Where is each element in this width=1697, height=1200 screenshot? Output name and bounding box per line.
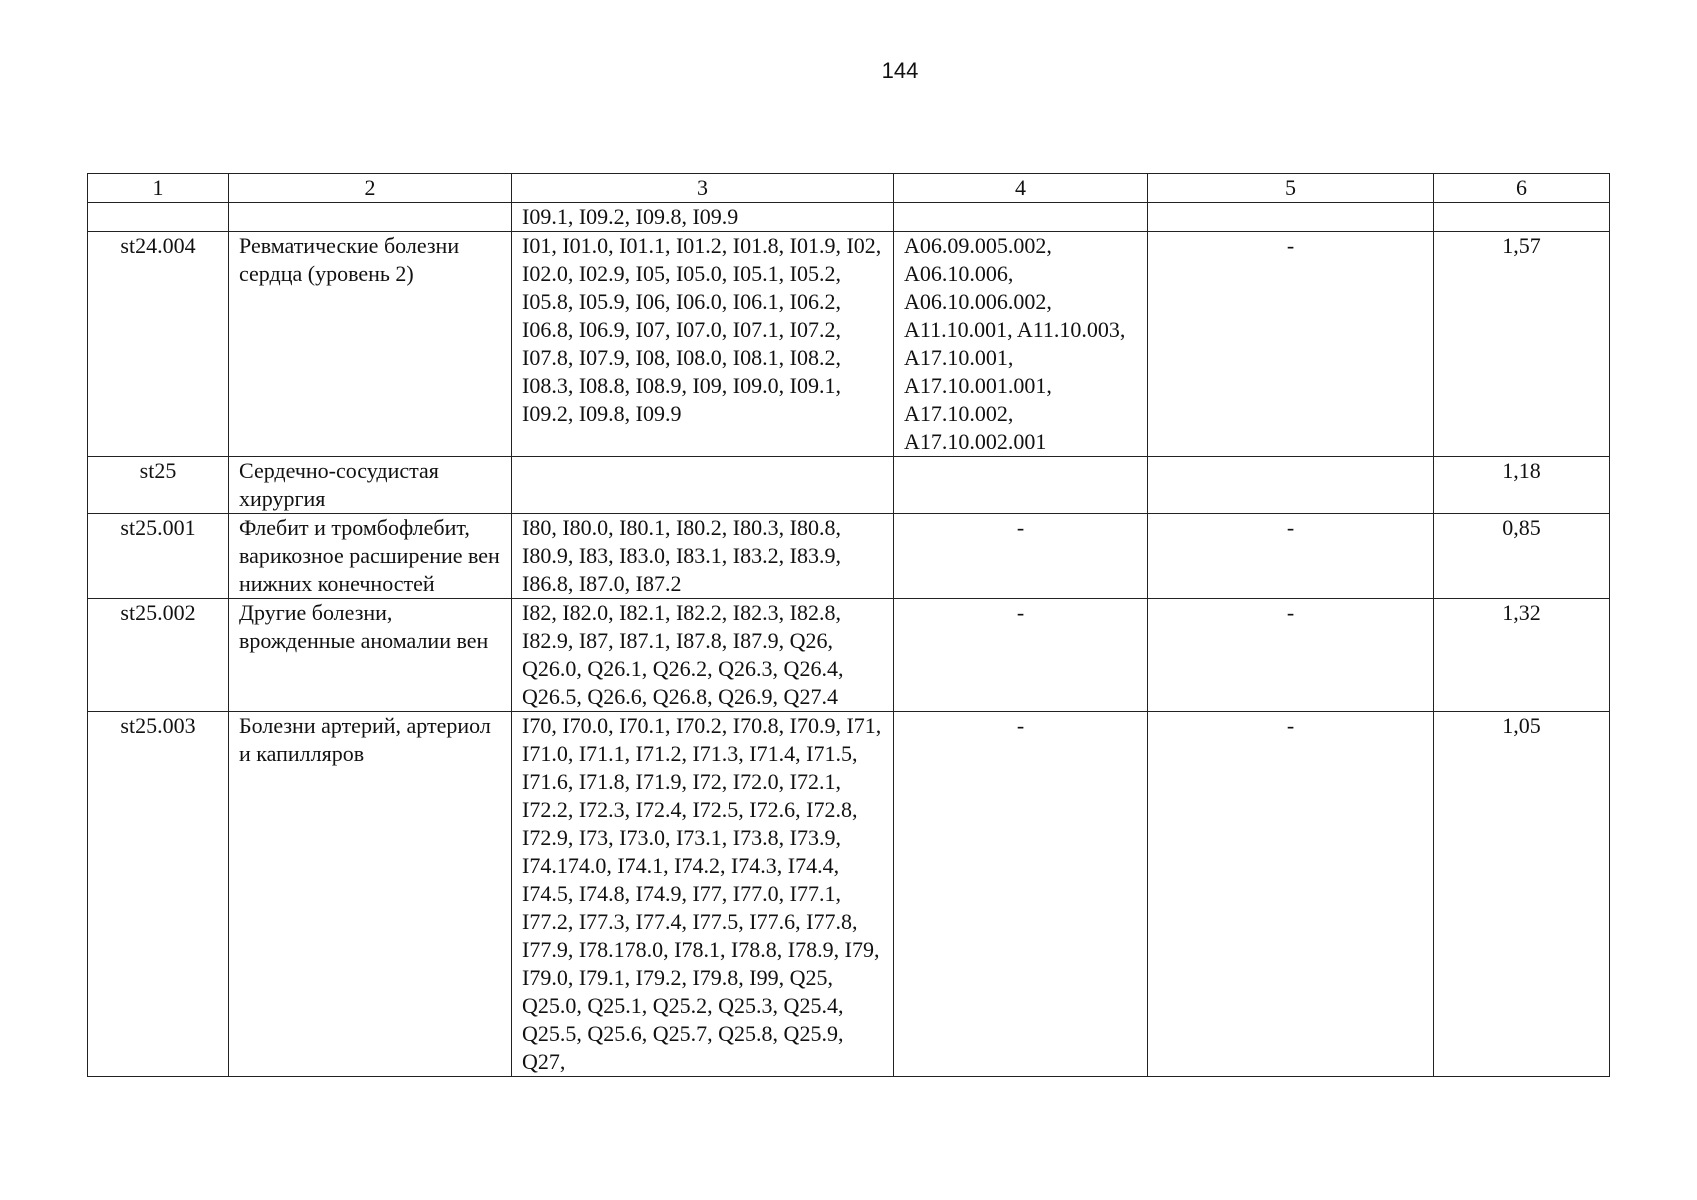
row-diagnoses: I09.1, I09.2, I09.8, I09.9 bbox=[512, 203, 894, 232]
row-other: - bbox=[1148, 232, 1434, 457]
row-services: - bbox=[894, 712, 1148, 1077]
row-code: st25 bbox=[88, 457, 229, 514]
row-coefficient: 1,32 bbox=[1434, 599, 1610, 712]
row-diagnoses: I70, I70.0, I70.1, I70.2, I70.8, I70.9, I71, I71.0, I71.1, I71.2, I71.3, I71.4, I71.5, I71.6, I71.8, I71.9, I72, I72.0, I72.1, I72.2, I72.3, I72.4, I72.5, I72.6, I72.8, I72.9, I73, I73.0, I73.1, I73.8, I73.9, I74.174.0, I74.1, I74.2, I74.3, I74.4, I74.5, I74.8, I74.9, I77, I77.0, I77.1, I77.2, I77.3, I77.4, I77.5, I77.6, I77.8, I77.9, I78.178.0, I78.1, I78.8, I78.9, I79, I79.0, I79.1, I79.2, I79.8, I99, Q25, Q25.0, Q25.1, Q25.2, Q25.3, Q25.4, Q25.5, Q25.6, Q25.7, Q25.8, Q25.9, Q27, bbox=[512, 712, 894, 1077]
row-coefficient: 1,05 bbox=[1434, 712, 1610, 1077]
page-number: 144 bbox=[881, 58, 919, 83]
table-row bbox=[88, 712, 1610, 1077]
column-header-6: 6 bbox=[1434, 174, 1610, 203]
row-coefficient bbox=[1434, 203, 1610, 232]
row-diagnoses bbox=[512, 457, 894, 514]
row-services: - bbox=[894, 514, 1148, 599]
row-services bbox=[894, 457, 1148, 514]
column-header-1: 1 bbox=[88, 174, 229, 203]
row-name bbox=[229, 203, 512, 232]
row-diagnoses: I01, I01.0, I01.1, I01.2, I01.8, I01.9, I02, I02.0, I02.9, I05, I05.0, I05.1, I05.2, I05.8, I05.9, I06, I06.0, I06.1, I06.2, I06.8, I06.9, I07, I07.0, I07.1, I07.2, I07.8, I07.9, I08, I08.0, I08.1, I08.2, I08.3, I08.8, I08.9, I09, I09.0, I09.1, I09.2, I09.8, I09.9 bbox=[512, 232, 894, 457]
table-header-row bbox=[88, 174, 1610, 203]
row-diagnoses: I82, I82.0, I82.1, I82.2, I82.3, I82.8, I82.9, I87, I87.1, I87.8, I87.9, Q26, Q26.0, Q26.1, Q26.2, Q26.3, Q26.4, Q26.5, Q26.6, Q26.8, Q26.9, Q27.4 bbox=[512, 599, 894, 712]
row-other bbox=[1148, 457, 1434, 514]
row-code: st25.003 bbox=[88, 712, 229, 1077]
row-services bbox=[894, 203, 1148, 232]
row-coefficient: 1,57 bbox=[1434, 232, 1610, 457]
column-header-3: 3 bbox=[512, 174, 894, 203]
row-code: st25.002 bbox=[88, 599, 229, 712]
row-name: Сердечно-сосудистая хирургия bbox=[229, 457, 512, 514]
row-name: Ревматические болезни сердца (уровень 2) bbox=[229, 232, 512, 457]
table-row bbox=[88, 514, 1610, 599]
table-row bbox=[88, 457, 1610, 514]
row-code bbox=[88, 203, 229, 232]
row-services: - bbox=[894, 599, 1148, 712]
row-coefficient: 0,85 bbox=[1434, 514, 1610, 599]
table-row bbox=[88, 203, 1610, 232]
row-diagnoses: I80, I80.0, I80.1, I80.2, I80.3, I80.8, I80.9, I83, I83.0, I83.1, I83.2, I83.9, I86.8, I87.0, I87.2 bbox=[512, 514, 894, 599]
row-coefficient: 1,18 bbox=[1434, 457, 1610, 514]
row-other: - bbox=[1148, 599, 1434, 712]
row-other: - bbox=[1148, 712, 1434, 1077]
column-header-2: 2 bbox=[229, 174, 512, 203]
row-code: st25.001 bbox=[88, 514, 229, 599]
tariff-table bbox=[87, 173, 1610, 1077]
row-name: Флебит и тромбофлебит, варикозное расширение вен нижних конечностей bbox=[229, 514, 512, 599]
table-row bbox=[88, 232, 1610, 457]
column-header-5: 5 bbox=[1148, 174, 1434, 203]
row-other: - bbox=[1148, 514, 1434, 599]
row-name: Другие болезни, врожденные аномалии вен bbox=[229, 599, 512, 712]
column-header-4: 4 bbox=[894, 174, 1148, 203]
table-row bbox=[88, 599, 1610, 712]
row-services: A06.09.005.002, A06.10.006, A06.10.006.002, A11.10.001, A11.10.003, A17.10.001, A17.10.001.001, A17.10.002, A17.10.002.001 bbox=[894, 232, 1148, 457]
row-name: Болезни артерий, артериол и капилляров bbox=[229, 712, 512, 1077]
row-code: st24.004 bbox=[88, 232, 229, 457]
row-other bbox=[1148, 203, 1434, 232]
